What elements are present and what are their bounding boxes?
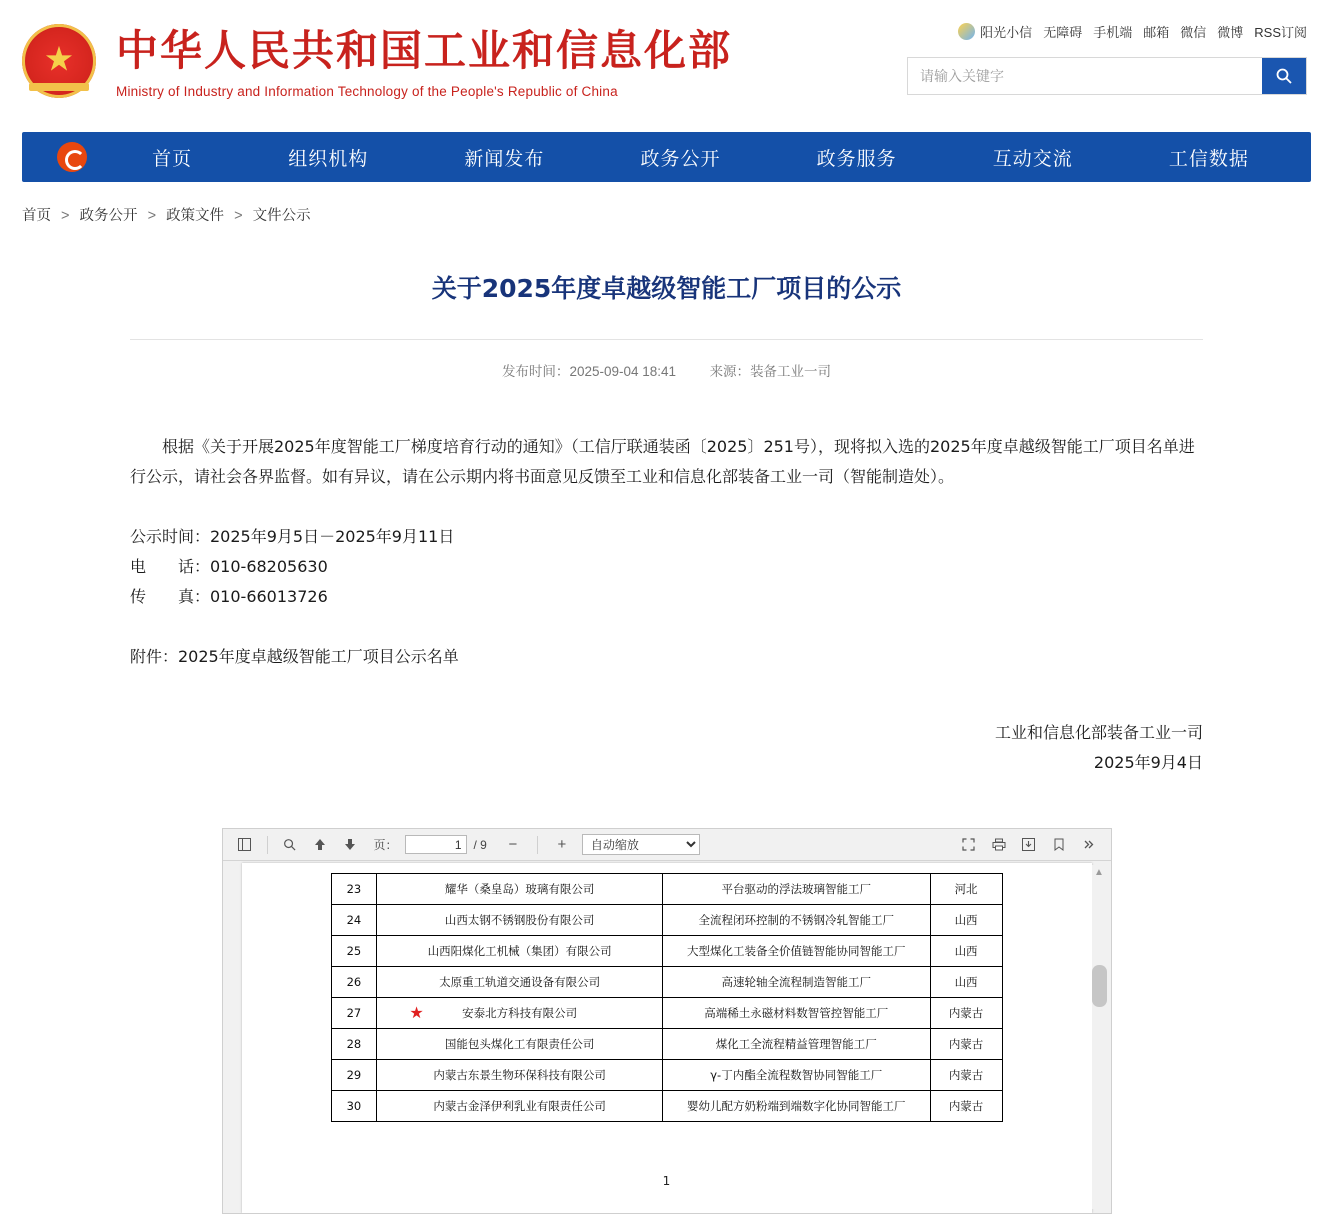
site-header: [0, 0, 1333, 128]
pdf-viewer: [222, 828, 1112, 1214]
search-icon: [1275, 67, 1293, 85]
nav-item-affairs-public[interactable]: 政务公开: [640, 147, 721, 170]
row-company: 国能包头煤化工有限责任公司: [377, 1029, 662, 1060]
row-company: 太原重工轨道交通设备有限公司: [377, 967, 662, 998]
article-signature: [130, 718, 1203, 778]
source-value: 装备工业一司: [750, 364, 832, 379]
nav-item-home[interactable]: 首页: [152, 147, 193, 170]
header-right: [907, 22, 1307, 95]
row-project: 高速轮轴全流程制造智能工厂: [662, 967, 930, 998]
top-link-accessibility[interactable]: 无障碍: [1043, 25, 1083, 40]
row-region: 内蒙古: [930, 1060, 1002, 1091]
download-icon[interactable]: [1015, 832, 1043, 858]
nav-item-data[interactable]: 工信数据: [1168, 147, 1249, 170]
nav-item-news[interactable]: 新闻发布: [464, 147, 545, 170]
breadcrumb-separator: >: [234, 208, 243, 224]
top-links: [907, 22, 1307, 41]
site-title-cn: 中华人民共和国工业和信息化部: [116, 26, 733, 75]
nav-item-organization[interactable]: 组织机构: [288, 147, 369, 170]
project-table: [331, 873, 1003, 1122]
previous-page-arrow-up-icon[interactable]: [306, 832, 334, 858]
table-row: [331, 905, 1002, 936]
printer-icon[interactable]: [985, 832, 1013, 858]
page-total-label: / 9: [473, 837, 487, 852]
row-number: 25: [331, 936, 377, 967]
row-number: 27: [331, 998, 377, 1029]
table-row: [331, 1091, 1002, 1122]
next-page-arrow-down-icon[interactable]: [336, 832, 364, 858]
zoom-in-button[interactable]: +: [557, 836, 567, 853]
miit-spiral-logo-icon: [57, 142, 87, 172]
more-tools-chevron-double-right-icon[interactable]: [1075, 832, 1103, 858]
fullscreen-icon[interactable]: [955, 832, 983, 858]
row-company: 内蒙古金泽伊利乳业有限责任公司: [377, 1091, 662, 1122]
signature-organization: 工业和信息化部装备工业一司: [994, 723, 1203, 742]
top-link-weibo[interactable]: 微博: [1217, 25, 1244, 40]
row-number: 23: [331, 874, 377, 905]
row-company: 内蒙古东景生物环保科技有限公司: [377, 1060, 662, 1091]
search-bar: [907, 57, 1307, 95]
sidebar-toggle-icon[interactable]: [231, 832, 259, 858]
fax-line: 传 真：010-66013726: [130, 587, 328, 606]
top-link-mobile[interactable]: 手机端: [1093, 25, 1133, 40]
table-row: [331, 936, 1002, 967]
nav-item-affairs-service[interactable]: 政务服务: [816, 147, 897, 170]
nav-items: [100, 144, 1311, 171]
red-star-icon: ★: [409, 1003, 424, 1023]
article: [0, 269, 1333, 778]
project-table-body: [331, 874, 1002, 1122]
table-row: [331, 874, 1002, 905]
signature-date: 2025年9月4日: [1093, 753, 1203, 772]
pdf-toolbar: [223, 829, 1111, 861]
breadcrumb-item-policy[interactable]: 政策文件: [166, 208, 225, 224]
breadcrumb-item-affairs[interactable]: 政务公开: [79, 208, 138, 224]
row-region: 内蒙古: [930, 998, 1002, 1029]
main-nav: [22, 132, 1311, 182]
breadcrumb-item-notice[interactable]: 文件公示: [252, 208, 311, 224]
row-project: γ-丁内酯全流程数智协同智能工厂: [662, 1060, 930, 1091]
scrollbar-thumb[interactable]: [1092, 965, 1107, 1007]
row-region: 内蒙古: [930, 1091, 1002, 1122]
nav-logo: [44, 142, 100, 172]
row-region: 内蒙古: [930, 1029, 1002, 1060]
pdf-toolbar-right: [955, 832, 1103, 858]
top-link-mail[interactable]: 邮箱: [1143, 25, 1170, 40]
table-row: [331, 967, 1002, 998]
pdf-page-number: 1: [662, 1174, 671, 1188]
search-button[interactable]: [1262, 58, 1306, 94]
article-paragraph-1: 根据《关于开展2025年度智能工厂梯度培育行动的通知》（工信厅联通装函〔2025〕251号），现将拟入选的2025年度卓越级智能工厂项目名单进行公示，请社会各界监督。如有异议，请在公示期内将书面意见反馈至工业和信息化部装备工业一司（智能制造处）。: [130, 437, 1195, 486]
national-emblem-icon: [22, 24, 96, 98]
zoom-controls: [505, 836, 570, 854]
zoom-level-select[interactable]: [582, 834, 700, 855]
top-link-rss[interactable]: RSS订阅: [1254, 25, 1307, 40]
breadcrumb-separator: >: [61, 208, 70, 224]
row-number: 26: [331, 967, 377, 998]
attachment-line[interactable]: 附件：2025年度卓越级智能工厂项目公示名单: [130, 647, 459, 666]
page-number-input[interactable]: [405, 835, 467, 854]
find-search-icon[interactable]: [276, 832, 304, 858]
search-input[interactable]: [908, 58, 1262, 94]
pdf-scrollbar[interactable]: [1092, 865, 1107, 1209]
source-label: 来源：: [709, 364, 751, 379]
article-meta: [130, 360, 1203, 380]
row-project: 高端稀土永磁材料数智管控智能工厂: [662, 998, 930, 1029]
row-project: 平台驱动的浮法玻璃智能工厂: [662, 874, 930, 905]
row-company: 耀华（桑皇岛）玻璃有限公司: [377, 874, 662, 905]
table-row: [331, 998, 1002, 1029]
zoom-out-button[interactable]: −: [508, 836, 518, 853]
breadcrumb-separator: >: [147, 208, 157, 224]
publish-time-label: 发布时间：: [501, 364, 570, 379]
pdf-page-container[interactable]: [223, 861, 1111, 1213]
meta-divider: [130, 339, 1203, 340]
publish-time-value: 2025-09-04 18:41: [569, 364, 677, 379]
site-title-en: Ministry of Industry and Information Technology of the People's Republic of China: [116, 84, 618, 100]
row-region: 山西: [930, 936, 1002, 967]
row-company-text: 安泰北方科技有限公司: [462, 1006, 578, 1020]
row-project: 大型煤化工装备全价值链智能协同智能工厂: [662, 936, 930, 967]
sunshine-icon: [958, 23, 975, 40]
row-project: 婴幼儿配方奶粉端到端数字化协同智能工厂: [662, 1091, 930, 1122]
breadcrumb-item-home[interactable]: 首页: [22, 208, 51, 224]
table-row: [331, 1029, 1002, 1060]
row-company: [377, 998, 662, 1029]
page-title: 关于2025年度卓越级智能工厂项目的公示: [431, 274, 902, 303]
row-region: 河北: [930, 874, 1002, 905]
row-project: 全流程闭环控制的不锈钢冷轧智能工厂: [662, 905, 930, 936]
page-number-label: 页：: [373, 838, 398, 852]
site-title-block: [116, 18, 732, 99]
article-body: [130, 432, 1203, 778]
telephone-line: 电 话：010-68205630: [130, 557, 328, 576]
breadcrumb: [22, 204, 1333, 225]
notice-period-line: 公示时间：2025年9月5日－2025年9月11日: [130, 527, 455, 546]
row-number: 24: [331, 905, 377, 936]
nav-item-interaction[interactable]: 互动交流: [992, 147, 1073, 170]
row-number: 29: [331, 1060, 377, 1091]
row-project: 煤化工全流程精益管理智能工厂: [662, 1029, 930, 1060]
top-link-sunshine[interactable]: 阳光小信: [980, 25, 1033, 40]
row-region: 山西: [930, 905, 1002, 936]
pdf-page: [242, 863, 1092, 1213]
scroll-up-arrow-icon[interactable]: ▲: [1094, 867, 1104, 878]
row-company: 山西阳煤化工机械（集团）有限公司: [377, 936, 662, 967]
row-number: 30: [331, 1091, 377, 1122]
row-number: 28: [331, 1029, 377, 1060]
top-link-wechat[interactable]: 微信: [1180, 25, 1207, 40]
table-row: [331, 1060, 1002, 1091]
bookmark-icon[interactable]: [1045, 832, 1073, 858]
row-company: 山西太钢不锈钢股份有限公司: [377, 905, 662, 936]
row-region: 山西: [930, 967, 1002, 998]
